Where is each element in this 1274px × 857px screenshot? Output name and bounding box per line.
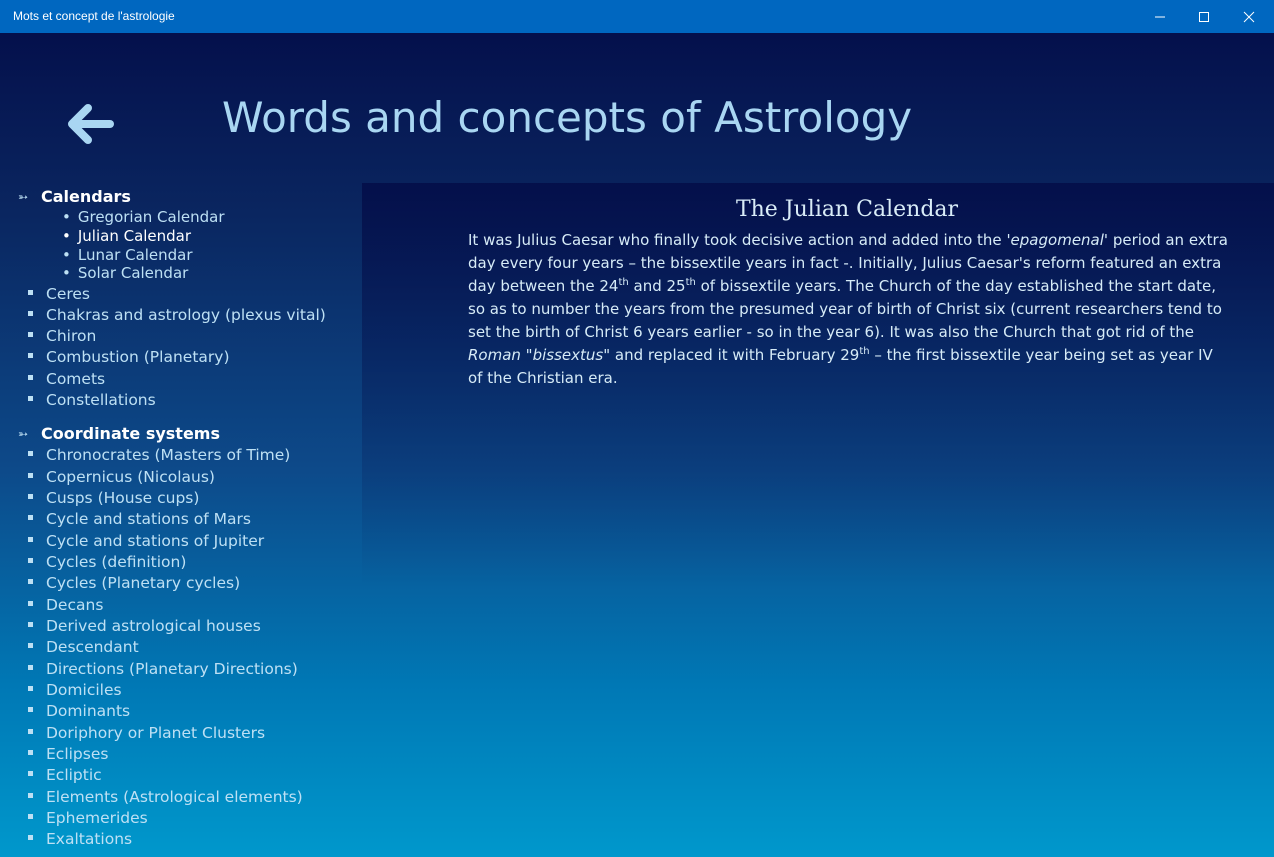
sidebar-item-constellations[interactable] [28, 391, 156, 409]
sidebar-item-combustion[interactable] [28, 348, 230, 366]
item-label: Cycles (Planetary cycles) [46, 574, 241, 592]
item-label: Constellations [46, 391, 156, 409]
item-label: Chiron [46, 327, 97, 345]
sidebar-group-calendars[interactable] [18, 187, 131, 206]
group-arrow-icon: ➳ [18, 189, 29, 204]
bullet-square [28, 396, 33, 401]
article-text: – the first bissextile year being set as year IV of the Christian era. [468, 346, 1213, 387]
maximize-button[interactable] [1181, 0, 1227, 33]
superscript: th [685, 277, 696, 288]
item-label: Combustion (Planetary) [46, 348, 230, 366]
bullet-square [28, 622, 33, 627]
close-icon [1243, 11, 1255, 23]
sidebar-item-ecliptic[interactable] [28, 766, 102, 784]
bullet-square [28, 750, 33, 755]
bullet-square [28, 558, 33, 563]
subitem-julian-calendar[interactable]: • Julian Calendar [62, 227, 191, 245]
bullet-square [28, 793, 33, 798]
bullet-square [28, 729, 33, 734]
article-text: and replaced it with February 29 [610, 346, 860, 364]
sidebar-item-directions[interactable] [28, 660, 298, 678]
article-emphasis: 'epagomenal' [1006, 231, 1109, 249]
sidebar [0, 183, 360, 857]
sidebar-item-eclipses[interactable] [28, 745, 108, 763]
item-label: Ecliptic [46, 766, 102, 784]
bullet-square [28, 311, 33, 316]
sidebar-item-ephemerides[interactable] [28, 809, 148, 827]
item-label: Ceres [46, 285, 91, 303]
sidebar-item-comets[interactable] [28, 370, 105, 388]
sidebar-item-chiron[interactable] [28, 327, 96, 345]
bullet-square [28, 451, 33, 456]
group-arrow-icon: ➳ [18, 426, 29, 441]
minimize-icon [1154, 11, 1166, 23]
sidebar-item-cycle-mars[interactable] [28, 510, 251, 528]
close-button[interactable] [1226, 0, 1272, 33]
superscript: th [859, 346, 870, 357]
sidebar-item-ceres[interactable] [28, 285, 90, 303]
item-label: Decans [46, 596, 104, 614]
bullet-square [28, 537, 33, 542]
back-arrow-icon [66, 104, 116, 144]
sidebar-item-doriphory[interactable] [28, 724, 265, 742]
bullet-square [28, 290, 33, 295]
item-label: Ephemerides [46, 809, 148, 827]
superscript: th [618, 277, 629, 288]
article-text: period an extra day every four years – the bissextile years in fact -. Initially, Julius Caesar's reform featured an extra day between the 24 [468, 231, 1228, 295]
sidebar-item-derived-houses[interactable] [28, 617, 261, 635]
group-label: Coordinate systems [41, 424, 220, 443]
bullet-square [28, 814, 33, 819]
article-text: and 25 [628, 277, 686, 295]
subitem-solar-calendar[interactable]: • Solar Calendar [62, 264, 188, 282]
article-body [468, 229, 1228, 390]
bullet-square [28, 686, 33, 691]
sidebar-item-chronocrates[interactable] [28, 446, 290, 464]
bullet-square [28, 771, 33, 776]
back-button[interactable] [66, 104, 116, 144]
sidebar-item-cusps[interactable] [28, 489, 199, 507]
subitem-gregorian-calendar[interactable]: • Gregorian Calendar [62, 208, 225, 226]
item-label: Copernicus (Nicolaus) [46, 468, 215, 486]
maximize-icon [1198, 11, 1210, 23]
bullet-square [28, 665, 33, 670]
article-title: The Julian Calendar [735, 197, 959, 222]
sidebar-item-decans[interactable] [28, 596, 103, 614]
article-text: It was Julius Caesar who finally took decisive action and added into the [468, 231, 1007, 249]
sidebar-item-cycle-jupiter[interactable] [28, 532, 264, 550]
window-title: Mots et concept de l'astrologie [13, 9, 175, 23]
minimize-button[interactable] [1137, 0, 1183, 33]
bullet-square [28, 707, 33, 712]
bullet-square [28, 375, 33, 380]
bullet-square [28, 473, 33, 478]
sidebar-item-cycles-planetary[interactable] [28, 574, 240, 592]
sidebar-item-domiciles[interactable] [28, 681, 122, 699]
sidebar-item-chakras[interactable] [28, 306, 326, 324]
item-label: Cycles (definition) [46, 553, 187, 571]
article-text: of bissextile years. The Church of the day established the start date, so as to number the years from the presumed year of birth of Christ six (current researchers tend to set the birth of Christ 6 years earlier - so in the year 6). It was also the Church that got rid of the [468, 277, 1222, 341]
item-label: Chronocrates (Masters of Time) [46, 446, 291, 464]
item-label: Domiciles [46, 681, 122, 699]
sidebar-item-exaltations[interactable] [28, 830, 132, 848]
page-title: Words and concepts of Astrology [222, 93, 913, 142]
sidebar-item-elements[interactable] [28, 788, 303, 806]
item-label: Doriphory or Planet Clusters [46, 724, 266, 742]
bullet-square [28, 835, 33, 840]
sidebar-item-copernicus[interactable] [28, 468, 215, 486]
item-label: Elements (Astrological elements) [46, 788, 303, 806]
sidebar-item-cycles-definition[interactable] [28, 553, 186, 571]
bullet-square [28, 643, 33, 648]
bullet-square [28, 601, 33, 606]
sidebar-group-coordinate-systems[interactable] [18, 424, 220, 443]
title-bar [0, 0, 1274, 33]
bullet-square [28, 353, 33, 358]
item-label: Cusps (House cups) [46, 489, 200, 507]
subitem-lunar-calendar[interactable]: • Lunar Calendar [62, 246, 193, 264]
item-label: Descendant [46, 638, 139, 656]
bullet-square [28, 494, 33, 499]
item-label: Chakras and astrology (plexus vital) [46, 306, 326, 324]
article-panel [362, 183, 1274, 857]
bullet-square [28, 332, 33, 337]
item-label: Cycle and stations of Mars [46, 510, 251, 528]
item-label: Cycle and stations of Jupiter [46, 532, 265, 550]
item-label: Eclipses [46, 745, 109, 763]
article-emphasis: Roman "bissextus" [468, 346, 611, 364]
sidebar-item-dominants[interactable] [28, 702, 130, 720]
item-label: Exaltations [46, 830, 133, 848]
item-label: Dominants [46, 702, 131, 720]
bullet-square [28, 579, 33, 584]
sidebar-item-descendant[interactable] [28, 638, 139, 656]
item-label: Derived astrological houses [46, 617, 261, 635]
group-label: Calendars [41, 187, 131, 206]
item-label: Comets [46, 370, 106, 388]
item-label: Directions (Planetary Directions) [46, 660, 298, 678]
bullet-square [28, 515, 33, 520]
